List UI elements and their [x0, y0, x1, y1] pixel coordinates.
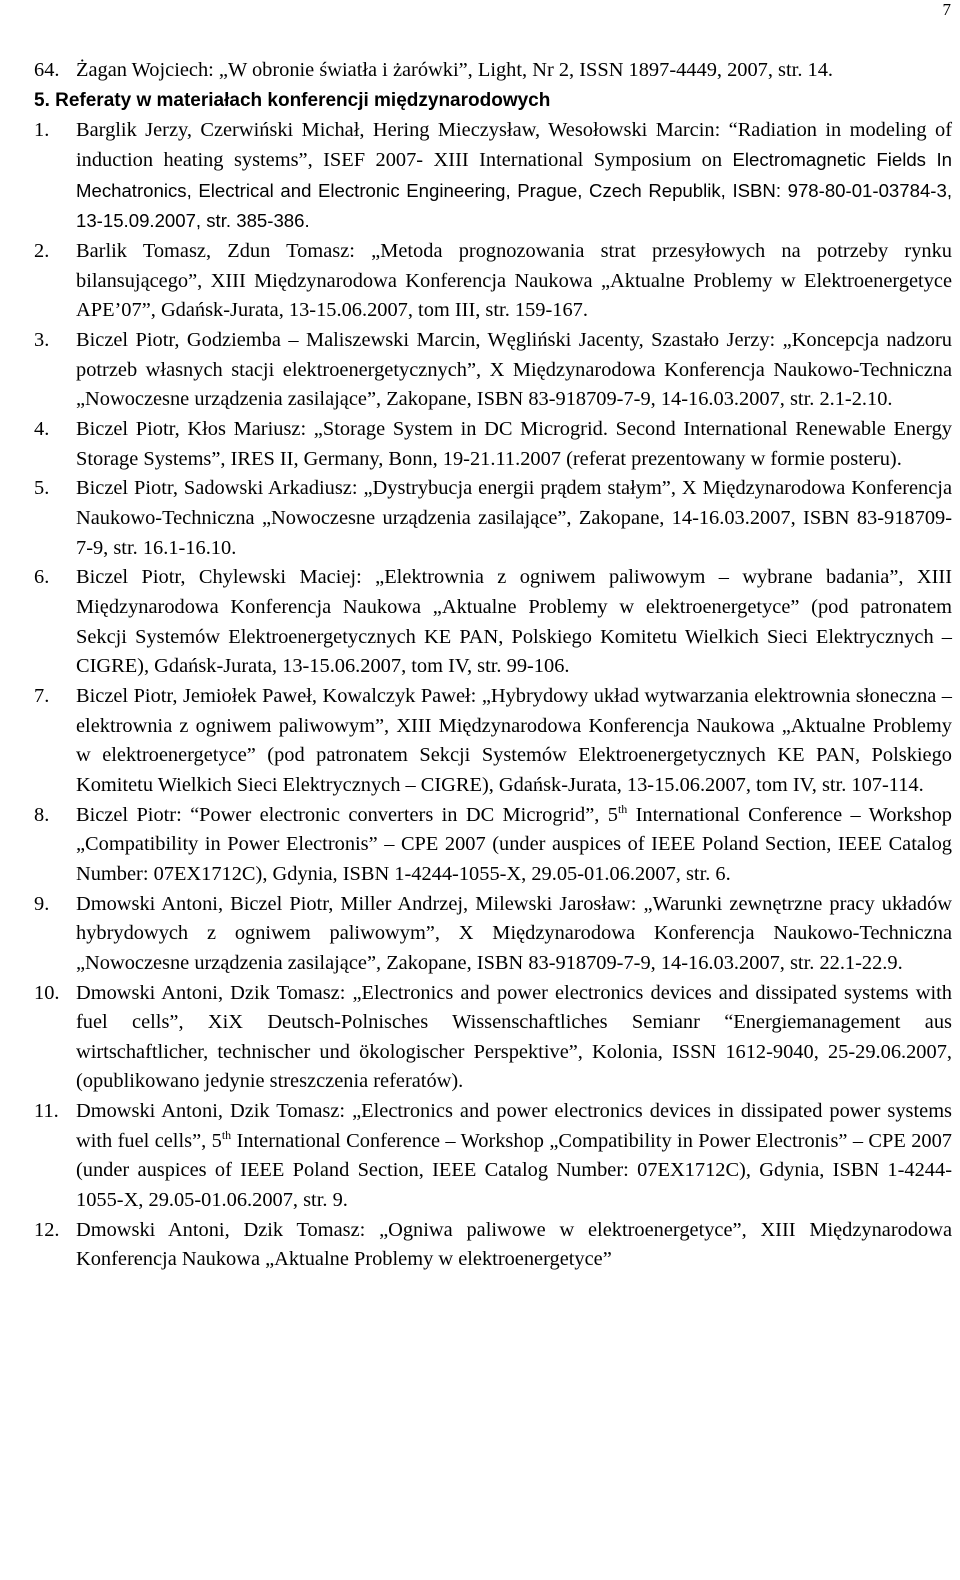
item-number: 64.	[34, 59, 60, 81]
list-item-64	[34, 56, 952, 86]
item-number: 3.	[34, 329, 50, 352]
list-item-2	[34, 237, 952, 326]
item-text-continued: International Conference – Workshop „Compatibility in Power Electronis” – CPE 2007 (under auspices of IEEE Poland Section, IEEE Catalog Number: 07EX1712C), Gdynia, ISBN 1-4244-1055-X, 29.05-01.06.2007, str. 6.	[76, 803, 952, 885]
list-item-10	[34, 979, 952, 1097]
list-item-4	[34, 415, 952, 474]
item-text: Biczel Piotr, Godziemba – Maliszewski Marcin, Węgliński Jacenty, Szastało Jerzy: „Koncepcja nadzoru potrzeb własnych stacji elektroenergetycznych”, X Międzynarodowa Konferencja Naukowo-Techniczna „Nowoczesne urządzenia zasilające”, Zakopane, ISBN 83-918709-7-9, 14-16.03.2007, str. 2.1-2.10.	[76, 329, 952, 411]
list-item-9	[34, 890, 952, 979]
item-text: Dmowski Antoni, Dzik Tomasz: „Electronics and power electronics devices in dissipated power systems with fuel cells”, 5	[76, 1100, 952, 1152]
item-number: 2.	[34, 240, 50, 263]
superscript: th	[221, 1127, 232, 1142]
page-number: 7	[942, 0, 951, 19]
list-item-6	[34, 563, 952, 681]
item-text: Barglik Jerzy, Czerwiński Michał, Hering Mieczysław, Wesołowski Marcin: “Radiation in modeling of induction heating systems”, ISEF 2007- XIII International Symposium on	[76, 118, 952, 172]
item-number: 10.	[34, 981, 60, 1004]
item-text: Barlik Tomasz, Zdun Tomasz: „Metoda prognozowania strat przesyłowych na potrzeby rynku bilansującego”, XIII Międzynarodowa Konferencja Naukowa „Aktualne Problemy w Elektroenergetyce APE’07”, Gdańsk-Jurata, 13-15.06.2007, tom III, str. 159-167.	[76, 240, 952, 322]
list-item-7	[34, 682, 952, 800]
list-item-12	[34, 1216, 952, 1275]
item-number: 4.	[34, 418, 50, 441]
list-item-5	[34, 474, 952, 563]
item-number: 5.	[34, 477, 50, 500]
item-text: Biczel Piotr: “Power electronic converters in DC Microgrid”, 5	[76, 803, 618, 826]
item-number: 11.	[34, 1100, 59, 1123]
item-text: Biczel Piotr, Jemiołek Paweł, Kowalczyk Paweł: „Hybrydowy układ wytwarzania elektrownia słoneczna – elektrownia z ogniwem paliwowym”, XIII Międzynarodowa Konferencja Naukowa „Aktualne Problemy w elektroenergetyce” (pod patronatem Sekcji Systemów Elektroenergetycznych KE PAN, Polskiego Komitetu Wielkich Sieci Elektrycznych – CIGRE), Gdańsk-Jurata, 13-15.06.2007, tom IV, str. 107-114.	[76, 685, 952, 796]
item-number: 8.	[34, 803, 50, 826]
list-item-1	[34, 116, 952, 237]
item-text: Żagan Wojciech: „W obronie światła i żarówki”, Light, Nr 2, ISSN 1897-4449, 2007, str. 14.	[76, 59, 834, 81]
superscript: th	[617, 801, 628, 816]
item-text: Biczel Piotr, Chylewski Maciej: „Elektrownia z ogniwem paliwowym – wybrane badania”, XIII Międzynarodowa Konferencja Naukowa „Aktualne Problemy w elektroenergetyce” (pod patronatem Sekcji Systemów Elektroenergetycznych KE PAN, Polskiego Komitetu Wielkich Sieci Elektrycznych – CIGRE), Gdańsk-Jurata, 13-15.06.2007, tom IV, str. 99-106.	[76, 566, 952, 678]
item-number: 12.	[34, 1218, 60, 1241]
list-item-3	[34, 326, 952, 415]
item-text: Dmowski Antoni, Biczel Piotr, Miller Andrzej, Milewski Jarosław: „Warunki zewnętrzne pracy układów hybrydowych z ogniwem paliwowym”, X Międzynarodowa Konferencja Naukowo-Techniczna „Nowoczesne urządzenia zasilające”, Zakopane, ISBN 83-918709-7-9, 14-16.03.2007, str. 22.1-22.9.	[76, 892, 952, 974]
section-heading: 5. Referaty w materiałach konferencji międzynarodowych	[34, 89, 551, 111]
document-body	[34, 56, 952, 1275]
item-text: Dmowski Antoni, Dzik Tomasz: „Electronics and power electronics devices and dissipated systems with fuel cells”, XiX Deutsch-Polnisches Wissenschaftliches Semianr “Energiemanagement aus wirtschaftlicher, technischer und ökologischer Perspektive”, Kolonia, ISSN 1612-9040, 25-29.06.2007, (opublikowano jedynie streszczenia referatów).	[76, 981, 952, 1093]
item-number: 9.	[34, 892, 50, 915]
list-item-8	[34, 801, 952, 890]
item-text-continued: International Conference – Workshop „Compatibility in Power Electronis” – CPE 2007 (under auspices of IEEE Poland Section, IEEE Catalog Number: 07EX1712C), Gdynia, ISBN 1-4244-1055-X, 29.05-01.06.2007, str. 9.	[76, 1129, 952, 1211]
item-number: 7.	[34, 685, 50, 707]
item-text: Biczel Piotr, Sadowski Arkadiusz: „Dystrybucja energii prądem stałym”, X Międzynarodowa Konferencja Naukowo-Techniczna „Nowoczesne urządzenia zasilające”, Zakopane, 14-16.03.2007, ISBN 83-918709-7-9, str. 16.1-16.10.	[76, 477, 952, 559]
item-text: Dmowski Antoni, Dzik Tomasz: „Ogniwa paliwowe w elektroenergetyce”, XIII Międzynarodowa Konferencja Naukowa „Aktualne Problemy w elektroenergetyce”	[76, 1218, 952, 1271]
item-text: Biczel Piotr, Kłos Mariusz: „Storage System in DC Microgrid. Second International Renewable Energy Storage Systems”, IRES II, Germany, Bonn, 19-21.11.2007 (referat prezentowany w formie posteru).	[76, 418, 952, 470]
item-text-continued: Electromagnetic Fields In Mechatronics, Electrical and Electronic Engineering, Prague, Czech Republik, ISBN: 978-80-01-03784-3, 13-15.09.2007, str. 385-386.	[76, 149, 952, 232]
item-number: 1.	[34, 118, 50, 141]
list-item-11	[34, 1097, 952, 1215]
item-number: 6.	[34, 566, 50, 589]
